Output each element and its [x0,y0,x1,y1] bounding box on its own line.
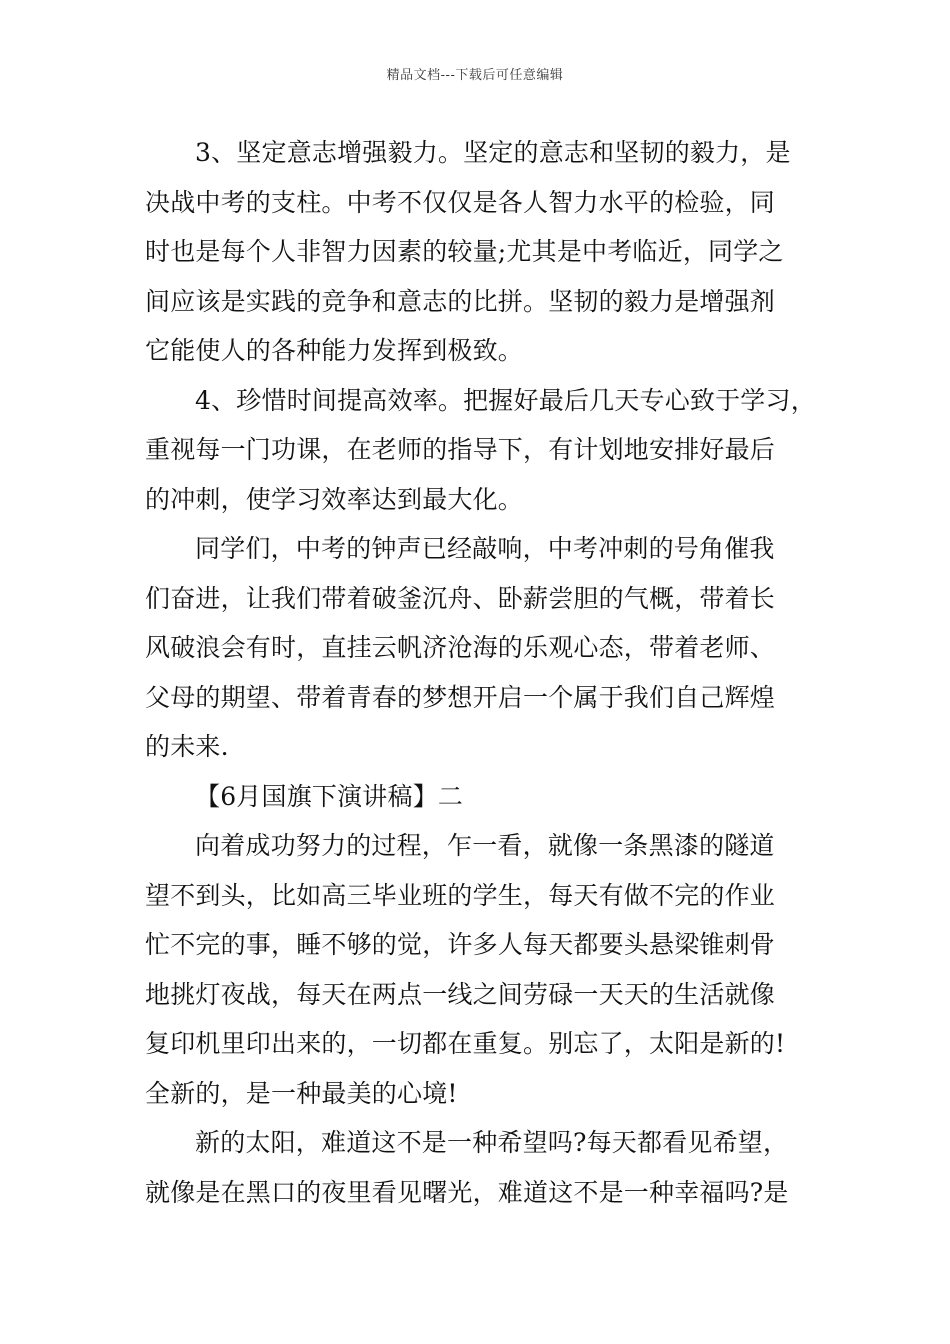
text-line: 新的太阳，难道这不是一种希望吗?每天都看见希望， [195,1128,789,1157]
text-line: 4、珍惜时间提高效率。把握好最后几天专心致于学习， [195,385,816,415]
text-line: 重视每一门功课，在老师的指导下，有计划地安排好最后 [145,435,776,464]
text-line: 就像是在黑口的夜里看见曙光，难道这不是一种幸福吗?是 [145,1177,789,1207]
text-line: 3、坚定意志增强毅力。坚定的意志和坚韧的毅力，是 [195,138,791,167]
text-line: 忙不完的事，睡不够的觉，许多人每天都要头悬梁锥刺骨 [145,930,776,959]
text-line: 们奋进，让我们带着破釜沉舟、卧薪尝胆的气概，带着长 [145,583,776,613]
text-line: 时也是每个人非智力因素的较量;尤其是中考临近，同学之 [145,237,784,266]
text-line: 风破浪会有时，直挂云帆济沧海的乐观心态，带着老师、 [145,633,776,662]
text-line: 它能使人的各种能力发挥到极致。 [145,336,524,365]
text-line: 同学们，中考的钟声已经敲响，中考冲刺的号角催我 [195,534,775,563]
text-line: 向着成功努力的过程，乍一看，就像一条黑漆的隧道 [195,831,775,860]
text-line: 的冲刺，使学习效率达到最大化。 [145,484,524,514]
text-line: 地挑灯夜战，每天在两点一线之间劳碌一天天的生活就像 [145,979,776,1009]
text-line: 决战中考的支柱。中考不仅仅是各人智力水平的检验，同 [145,187,776,217]
page-header: 精品文档---下载后可任意编辑 [386,68,564,83]
text-line: 的未来. [145,732,229,761]
section-heading: 【6月国旗下演讲稿】二 [195,781,464,811]
document-body [145,128,816,1217]
text-line: 父母的期望、带着青春的梦想开启一个属于我们自己辉煌 [145,682,776,712]
text-line: 全新的，是一种最美的心境! [145,1078,458,1108]
text-line: 复印机里印出来的，一切都在重复。别忘了，太阳是新的! [145,1029,786,1058]
text-line: 间应该是实践的竞争和意志的比拼。坚韧的毅力是增强剂 [145,286,776,316]
text-line: 望不到头，比如高三毕业班的学生，每天有做不完的作业 [145,880,776,910]
